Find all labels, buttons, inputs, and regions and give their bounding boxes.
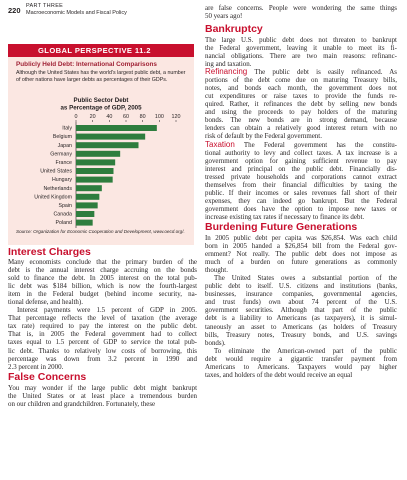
text-line: lic debt was $184 billion, which is now the fourth-largest	[8, 282, 197, 291]
sidebar-body: Although the United States has the world's largest public debt, a number of other nations have larger debts as percentages of their GDPs.	[16, 70, 186, 83]
text-line: are false concerns. People were wondering the same things	[205, 4, 397, 12]
page-number: 220	[8, 6, 21, 15]
x-tick-label: 60	[123, 114, 129, 120]
sidebar-heading: Publicly Held Debt: International Comparisons	[16, 61, 157, 68]
false-concerns-heading: False Concerns	[8, 371, 87, 383]
text-line: 50 years ago!	[205, 12, 243, 21]
text-line: quired. Rather, it refinances the debt by selling new bonds	[205, 100, 397, 109]
text-line: and using the proceeds to pay holders of the maturing	[205, 108, 397, 117]
interest-charges-paragraph	[8, 258, 197, 371]
category-label: United States	[40, 168, 72, 175]
debt-bar-chart	[8, 94, 194, 228]
text-line: themselves from their financial difficulties by taxing the	[205, 181, 397, 190]
text-line: lic debt. Thanks to relatively low costs of borrowing, this	[8, 346, 197, 355]
x-tick-label: 100	[154, 114, 164, 120]
bar-hungary	[76, 177, 113, 183]
text-line: debt is a liability to Americans (as taxpayers), it is simul-	[205, 314, 397, 323]
text-line: born in 2005 handed a $26,854 bill from the Federal gov-	[205, 242, 397, 251]
text-line: ing and taxation.	[205, 60, 252, 69]
category-label: Spain	[58, 203, 72, 209]
text-line: much of a burden on future generations as commonly	[205, 258, 397, 267]
text-line: bills, Treasury notes, Treasury bonds, and U.S. savings	[205, 330, 397, 339]
x-tick-label: 0	[74, 114, 78, 120]
category-label: Canada	[53, 211, 72, 218]
text-line: public. If their incomes or sales revenues fall short of their	[205, 189, 397, 198]
category-label: Poland	[55, 220, 72, 227]
x-tick-label: 80	[139, 114, 146, 120]
text-line: tional defense, and health).	[8, 298, 83, 307]
bar-italy	[76, 125, 157, 131]
text-line: and trust funds) own about 74 percent of the U.S.	[205, 298, 397, 307]
text-line: Refinancing The public debt is easily refinanced. As	[205, 67, 397, 76]
chart-title-line-1: Public Sector Debt	[73, 97, 129, 104]
category-label: Italy	[62, 125, 72, 132]
x-tick-label: 40	[106, 114, 113, 120]
text-line: public debt to itself. U.S. citizens and institutions (banks,	[205, 282, 397, 291]
text-line: tax rate) required to pay the interest on the public debt.	[8, 322, 197, 331]
text-line: risk of default by the Federal government.	[205, 132, 322, 141]
bankruptcy-heading: Bankruptcy	[205, 23, 263, 35]
text-line: debt is the annual interest charge accruing on the bonds	[8, 266, 197, 275]
text-line: portions of the debt come due on maturing Treasury bills,	[205, 76, 397, 85]
text-line: notes, and bonds each month, the government does not	[205, 84, 397, 93]
bar-canada	[76, 211, 94, 217]
text-line: government does have the option to impose new taxes or	[205, 205, 397, 214]
chart-title-line-2: as Percentage of GDP, 2005	[60, 104, 142, 112]
bar-france	[76, 159, 115, 165]
refinancing-paragraph	[205, 68, 397, 140]
running-header: Macroeconomic Models and Fiscal Policy	[26, 10, 127, 16]
text-line: That is, in 2005 the Federal government had to collect	[8, 330, 197, 339]
bar-poland	[76, 220, 93, 226]
text-line: lenders can obtain a relatively good interest return with no	[205, 124, 397, 133]
text-line: cut expenditures or raise taxes to provide the funds re-	[205, 92, 397, 101]
text-line: the United States or at least place a tremendous burden	[8, 392, 197, 401]
bankruptcy-paragraph	[205, 36, 397, 68]
text-line: The United States owes a substantial portion of the	[214, 274, 397, 283]
bar-united-kingdom	[76, 194, 99, 200]
category-label: Hungary	[51, 177, 72, 184]
text-line: tressed private households and corporations cannot extract	[205, 173, 397, 182]
text-line: sold to finance the debt. In 2005 interest on the total pub-	[8, 274, 197, 283]
text-line: on our children and grandchildren. Fortunately, these	[8, 400, 156, 409]
part-label: PART THREE	[26, 3, 64, 9]
sidebar-title: GLOBAL PERSPECTIVE 11.2	[38, 45, 151, 55]
text-line: taxes equal to 1.5 percent of GDP to service the total pub-	[8, 338, 197, 347]
sidebar-source: Source: Organization for Economic Cooperation and Development, www.oecd.org/.	[16, 229, 185, 234]
intro-paragraph	[205, 4, 397, 20]
text-line: 2.3 percent in 2000.	[8, 362, 64, 371]
text-line: bonds. The new bonds are in strong demand, because	[205, 116, 397, 125]
text-line: tional authority to levy and collect taxes. A tax increase is a	[205, 149, 397, 158]
burdening-heading: Burdening Future Generations	[205, 221, 358, 233]
text-line: Americans to Americans. Taxpayers would pay higher	[205, 362, 397, 371]
text-line: government option for gaining sufficient revenue to pay	[205, 157, 397, 166]
category-label: France	[55, 160, 72, 166]
bar-japan	[76, 142, 139, 148]
text-line: percentage was down from 3.2 percent in 1990 and	[8, 354, 197, 363]
x-tick-label: 20	[89, 114, 96, 120]
category-label: Japan	[57, 142, 72, 149]
text-line: taxes, and holders of the debt would receive an equal	[205, 370, 353, 379]
text-line: government securities. Although that part of the public	[205, 306, 397, 315]
text-line: item in the Federal budget (behind income security, na-	[8, 290, 197, 299]
text-line: taneously an asset to Americans (as holders of Treasury	[205, 322, 397, 331]
bar-belgium	[76, 134, 145, 140]
text-line: businesses, insurance companies, governmental agencies,	[205, 290, 397, 299]
text-line: bonds).	[205, 338, 226, 347]
text-line: increase existing tax rates if necessary to finance its debt.	[205, 213, 365, 222]
text-line: thought.	[205, 266, 228, 275]
text-line: Taxation The Federal government has the constitu-	[205, 140, 397, 149]
category-label: Belgium	[52, 134, 72, 141]
taxation-paragraph	[205, 141, 397, 221]
false-concerns-paragraph	[8, 384, 197, 408]
text-line: Many economists conclude that the primary burden of the	[8, 258, 197, 266]
text-line: interest and principal on the public debt. Financially dis-	[205, 165, 397, 174]
text-line: Interest payments were 1.5 percent of GDP in 2005.	[17, 306, 197, 315]
text-line: expenses, they can indeed go bankrupt. But the Federal	[205, 197, 397, 206]
text-line: In 2005 public debt per capita was $26,854. Was each child	[205, 234, 397, 242]
category-label: United Kingdom	[34, 194, 72, 201]
text-line: nancial obligations. There are two main reasons: refinanc-	[205, 52, 397, 61]
text-line: the Federal government, leaving it unable to meet its fi-	[205, 44, 397, 53]
refinancing-run-heading: Refinancing	[205, 67, 248, 76]
bar-spain	[76, 202, 98, 208]
x-tick-label: 120	[171, 114, 181, 120]
text-line: ernment? Not really. The public debt does not impose as	[205, 250, 397, 259]
burdening-paragraph	[205, 234, 397, 379]
bar-netherlands	[76, 185, 102, 191]
category-label: Netherlands	[43, 185, 72, 192]
taxation-run-heading: Taxation	[205, 140, 235, 149]
interest-charges-heading: Interest Charges	[8, 246, 91, 258]
category-label: Germany	[50, 151, 72, 158]
text-line: The large U.S. public debt does not threaten to bankrupt	[205, 36, 397, 44]
text-line: debt would require a gigantic transfer payment from	[205, 354, 397, 363]
text-line: That percentage reflects the level of taxation (the average	[8, 314, 197, 323]
bar-germany	[76, 151, 120, 157]
text-line: To eliminate the American-owned part of the public	[214, 346, 397, 355]
text-line: You may wonder if the large public debt might bankrupt	[8, 384, 197, 392]
bar-united-states	[76, 168, 114, 174]
